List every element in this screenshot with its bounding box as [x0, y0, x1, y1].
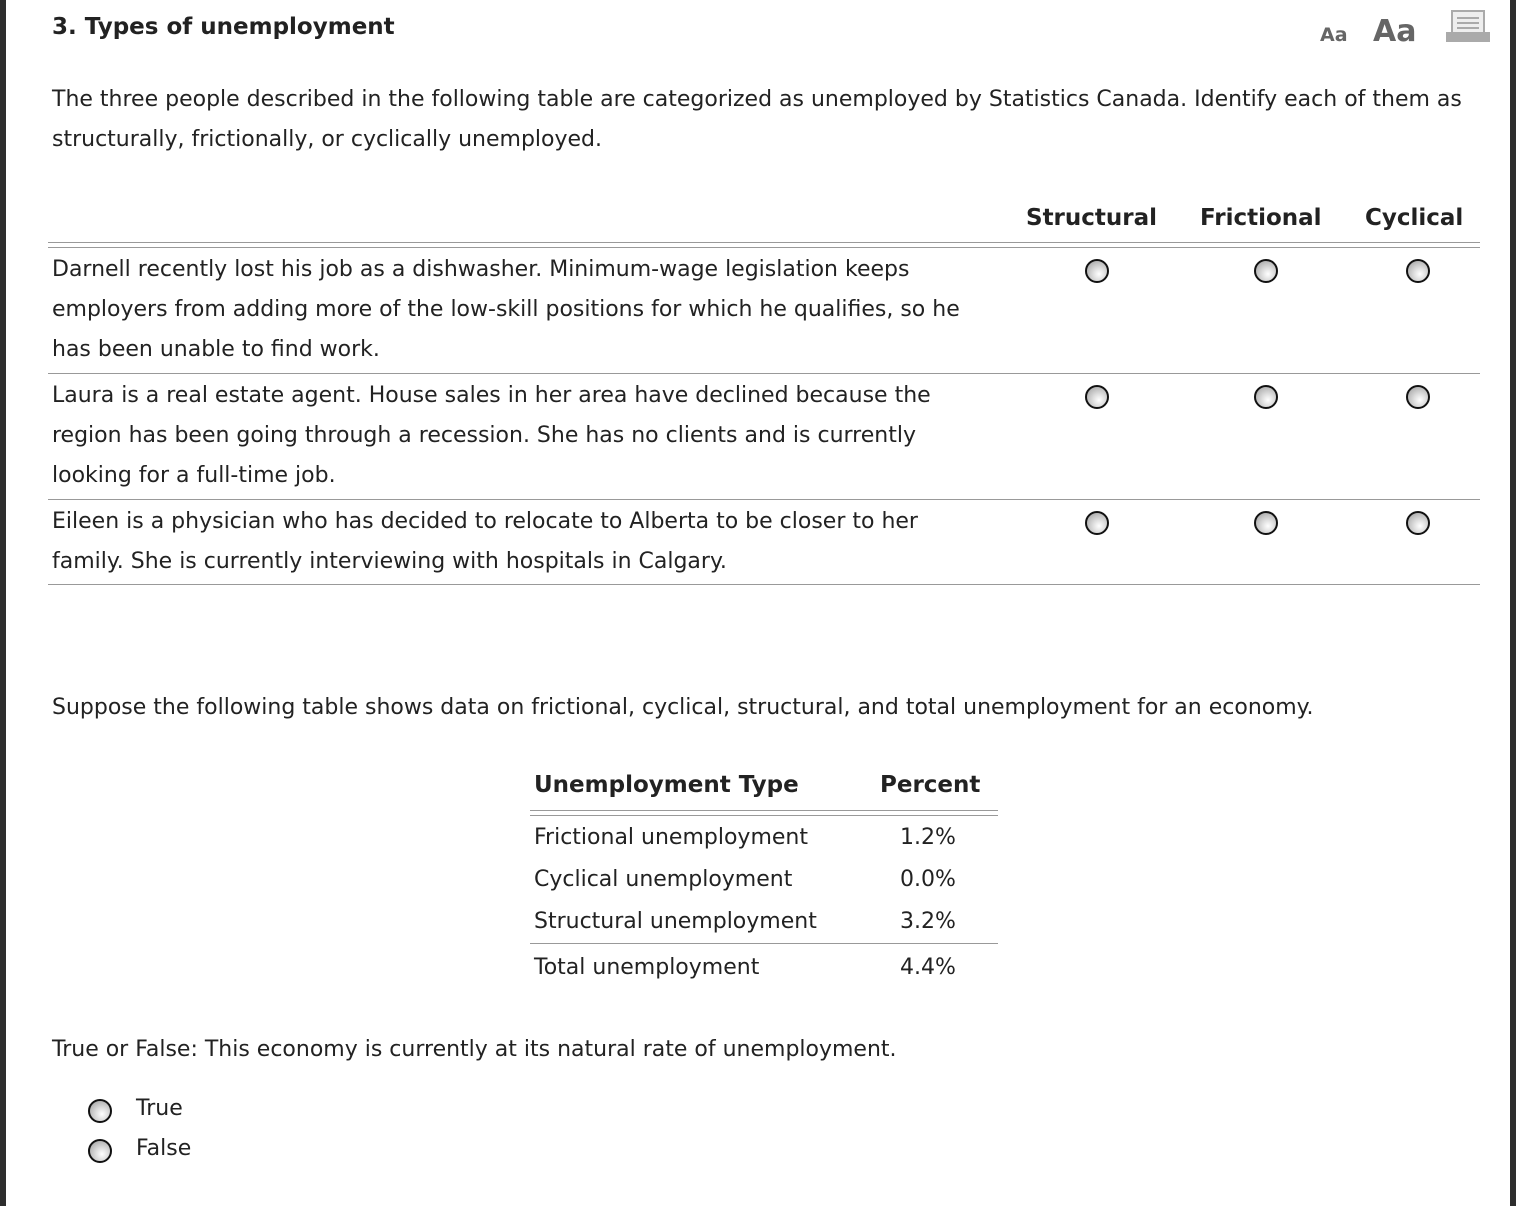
header-divider [48, 242, 1480, 243]
decrease-font-button[interactable]: Aa [1320, 24, 1348, 46]
row-divider [48, 499, 1480, 500]
radio-eileen-structural[interactable] [1085, 511, 1109, 535]
option-true-label[interactable]: True [136, 1096, 183, 1121]
true-false-question: True or False: This economy is currently at its natural rate of unemployment. [52, 1037, 897, 1062]
radio-laura-frictional[interactable] [1254, 385, 1278, 409]
radio-true[interactable] [88, 1099, 112, 1123]
column-header-structural: Structural [1026, 205, 1158, 231]
increase-font-button[interactable]: Aa [1373, 14, 1417, 49]
data-header-type: Unemployment Type [534, 772, 799, 798]
data-header-percent: Percent [880, 772, 981, 798]
row-eileen-text: Eileen is a physician who has decided to relocate to Alberta to be closer to her family. She is currently interviewing with hospitals in Calgary. [52, 509, 918, 574]
question-title: 3. Types of unemployment [52, 14, 395, 40]
option-false-label[interactable]: False [136, 1136, 192, 1161]
data-header-divider [530, 810, 998, 811]
data-row-type: Frictional unemployment [534, 825, 808, 850]
row-divider [48, 373, 1480, 374]
radio-false[interactable] [88, 1139, 112, 1163]
radio-darnell-frictional[interactable] [1254, 259, 1278, 283]
data-row-type: Structural unemployment [534, 909, 817, 934]
table-bottom-border [48, 584, 1480, 585]
data-intro-text: Suppose the following table shows data on frictional, cyclical, structural, and total unemployment for an economy. [52, 695, 1314, 720]
header-divider [48, 247, 1480, 248]
column-header-frictional: Frictional [1200, 205, 1322, 231]
window-border-left [0, 0, 6, 1206]
radio-eileen-cyclical[interactable] [1406, 511, 1430, 535]
data-row-percent: 3.2% [900, 909, 956, 934]
radio-laura-structural[interactable] [1085, 385, 1109, 409]
data-row-type: Cyclical unemployment [534, 867, 793, 892]
radio-eileen-frictional[interactable] [1254, 511, 1278, 535]
data-total-type: Total unemployment [534, 955, 760, 980]
total-divider [530, 943, 998, 944]
row-laura-text: Laura is a real estate agent. House sales in her area have declined because the region has been going through a recession. She has no clients and is currently looking for a full-time job. [52, 383, 931, 488]
data-total-percent: 4.4% [900, 955, 956, 980]
radio-laura-cyclical[interactable] [1406, 385, 1430, 409]
data-header-divider [530, 815, 998, 816]
intro-text: The three people described in the following table are categorized as unemployed by Statistics Canada. Identify each of them as structurally, frictionally, or cyclically unemployed. [52, 87, 1462, 152]
data-row-percent: 0.0% [900, 867, 956, 892]
data-row-percent: 1.2% [900, 825, 956, 850]
radio-darnell-cyclical[interactable] [1406, 259, 1430, 283]
printer-icon[interactable] [1446, 10, 1490, 42]
radio-darnell-structural[interactable] [1085, 259, 1109, 283]
row-darnell-text: Darnell recently lost his job as a dishwasher. Minimum-wage legislation keeps employers from adding more of the low-skill positions for which he qualifies, so he has been unable to find work. [52, 257, 960, 362]
column-header-cyclical: Cyclical [1365, 205, 1464, 231]
window-border-right [1510, 0, 1516, 1206]
